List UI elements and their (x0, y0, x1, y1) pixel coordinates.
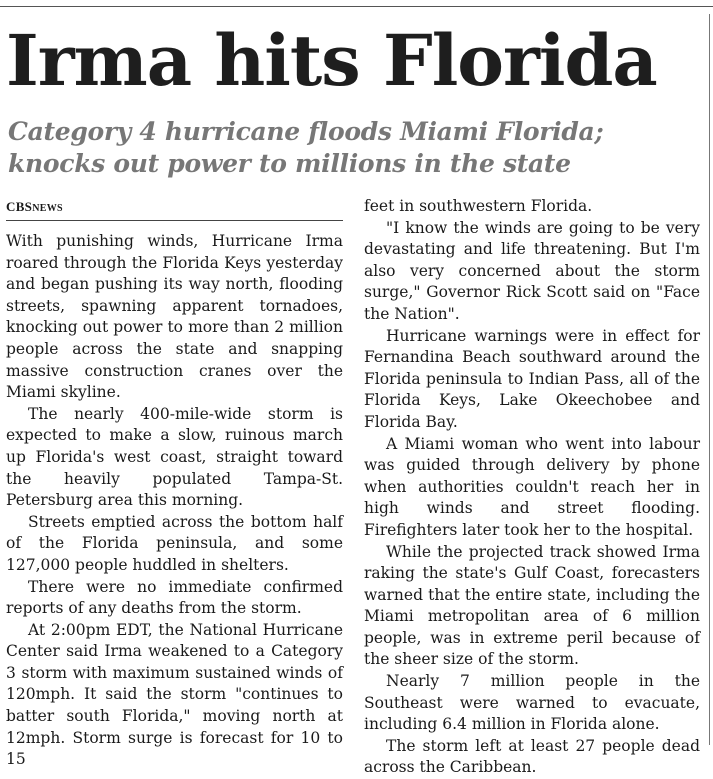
subheadline (8, 116, 698, 180)
article-paragraph: With punishing winds, Hurricane Irma roared through the Florida Keys yesterday and began pushing its way north, flooding streets, spawning apparent tornadoes, knocking out power to more than 2 million people across the state and snapping massive construction cranes over the Miami skyline. (6, 232, 343, 402)
byline-source: CBS (6, 199, 33, 214)
subheadline-line-1: Category 4 hurricane floods Miami Florida; (8, 117, 604, 146)
right-column (364, 196, 700, 779)
article-paragraph: While the projected track showed Irma raking the state's Gulf Coast, forecasters warned that the entire state, including the Miami metropolitan area of 6 million people, was in extreme peril because of the sheer size of the storm. (364, 542, 700, 669)
headline: Irma hits Florida (6, 19, 657, 102)
byline (6, 196, 343, 221)
subheadline-line-2: knocks out power to millions in the state (8, 149, 571, 178)
article-paragraph: Nearly 7 million people in the Southeast were warned to evacuate, including 6.4 million in Florida alone. (364, 672, 700, 734)
article-paragraph: There were no immediate confirmed reports of any deaths from the storm. (6, 577, 343, 618)
article-paragraph: At 2:00pm EDT, the National Hurricane Center said Irma weakened to a Category 3 storm with maximum sustained winds of 120mph. It said the storm "continues to batter south Florida," moving north at 12mph. Storm surge is forecast for 10 to 15 (6, 620, 343, 769)
article-paragraph: Streets emptied across the bottom half of the Florida peninsula, and some 127,000 people huddled in shelters. (6, 512, 343, 574)
top-border-rule (0, 6, 713, 7)
byline-source-suffix: NEWS (32, 203, 63, 214)
article-paragraph: A Miami woman who went into labour was guided through delivery by phone when authorities couldn't reach her in high winds and street flooding. Firefighters later took her to the hospital. (364, 434, 700, 539)
article-paragraph: Hurricane warnings were in effect for Fernandina Beach southward around the Florida peninsula to Indian Pass, all of the Florida Keys, Lake Okeechobee and Florida Bay. (364, 326, 700, 431)
article-paragraph: "I know the winds are going to be very devastating and life threatening. But I'm also very concerned about the storm surge," Governor Rick Scott said on "Face the Nation". (364, 218, 700, 323)
article-paragraph: feet in southwestern Florida. (364, 197, 593, 215)
article-paragraph: The storm left at least 27 people dead across the Caribbean. (364, 736, 700, 777)
article-paragraph: The nearly 400-mile-wide storm is expected to make a slow, ruinous march up Florida's west coast, straight toward the heavily populated Tampa-St. Petersburg area this morning. (6, 404, 343, 510)
right-border-rule (709, 14, 710, 745)
left-column (6, 196, 343, 771)
